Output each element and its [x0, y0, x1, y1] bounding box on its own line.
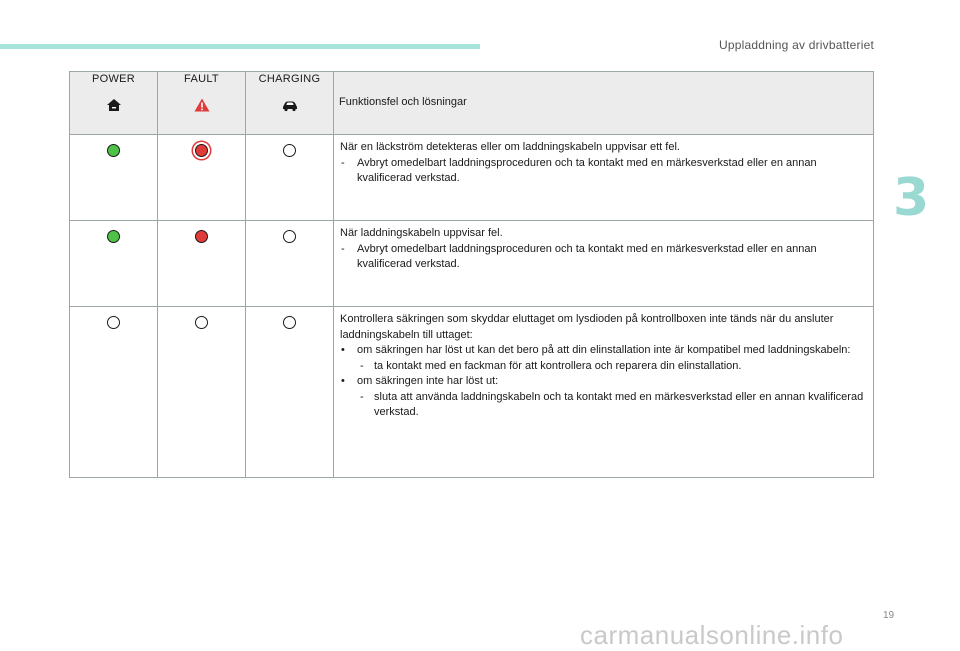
description-cell [334, 135, 874, 221]
fault-table [69, 71, 874, 478]
power-cell [70, 307, 158, 478]
power-cell [70, 221, 158, 307]
table-header-row [70, 72, 874, 135]
header-description: Funktionsfel och lösningar [334, 72, 874, 135]
list-item: • om säkringen inte har löst ut: [341, 375, 499, 387]
charging-cell [246, 221, 334, 307]
led-red-blinking-icon [195, 144, 208, 157]
charging-cell [246, 135, 334, 221]
sub-list-item: - sluta att använda laddningskabeln och ta kontakt med en märkesverkstad eller en annan kvalificerad verkstad. [360, 390, 864, 418]
fault-cell [158, 221, 246, 307]
accent-bar [0, 44, 480, 49]
charging-cell [246, 307, 334, 478]
header-fault-label: FAULT [184, 73, 219, 85]
section-title: Uppladdning av drivbatteriet [718, 38, 874, 52]
table-row [70, 307, 874, 478]
power-cell [70, 135, 158, 221]
table-row [70, 221, 874, 307]
led-off-icon [283, 230, 296, 243]
header-power-label: POWER [91, 73, 136, 85]
description-cell [334, 307, 874, 478]
led-green-icon [107, 144, 120, 157]
led-off-icon [283, 144, 296, 157]
fault-cell [158, 307, 246, 478]
watermark: carmanualsonline.info [580, 620, 844, 650]
header-power [70, 72, 158, 135]
fault-cell [158, 135, 246, 221]
chapter-number: 3 [893, 168, 930, 228]
led-off-icon [195, 316, 208, 329]
description-cell [334, 221, 874, 307]
description-text: Kontrollera säkringen som skyddar eluttaget om lysdioden på kontrollboxen inte tänds när du ansluter laddningskabeln till uttaget: [340, 313, 834, 341]
page-number: 19 [883, 610, 895, 621]
header-fault [158, 72, 246, 135]
led-off-icon [107, 316, 120, 329]
list-item: • om säkringen har löst ut kan det bero på att din elinstallation inte är kompatibel med laddningskabeln: [341, 344, 851, 356]
description-text: När en läckström detekteras eller om laddningskabeln uppvisar ett fel. [340, 141, 680, 153]
warning-triangle-icon [194, 98, 210, 112]
led-green-icon [107, 230, 120, 243]
header-charging [246, 72, 334, 135]
led-red-icon [195, 230, 208, 243]
description-text: När laddningskabeln uppvisar fel. [340, 227, 503, 239]
car-icon [281, 98, 299, 112]
sub-list-item: - ta kontakt med en fackman för att kontrollera och reparera din elinstallation. [360, 359, 742, 372]
table-row [70, 135, 874, 221]
list-item: - Avbryt omedelbart laddningsproceduren och ta kontakt med en märkesverkstad eller en annan kvalificerad verkstad. [341, 156, 817, 184]
list-item: - Avbryt omedelbart laddningsproceduren och ta kontakt med en märkesverkstad eller en annan kvalificerad verkstad. [341, 242, 817, 270]
home-icon [106, 98, 122, 112]
header-charging-label: CHARGING [258, 73, 321, 85]
led-off-icon [283, 316, 296, 329]
